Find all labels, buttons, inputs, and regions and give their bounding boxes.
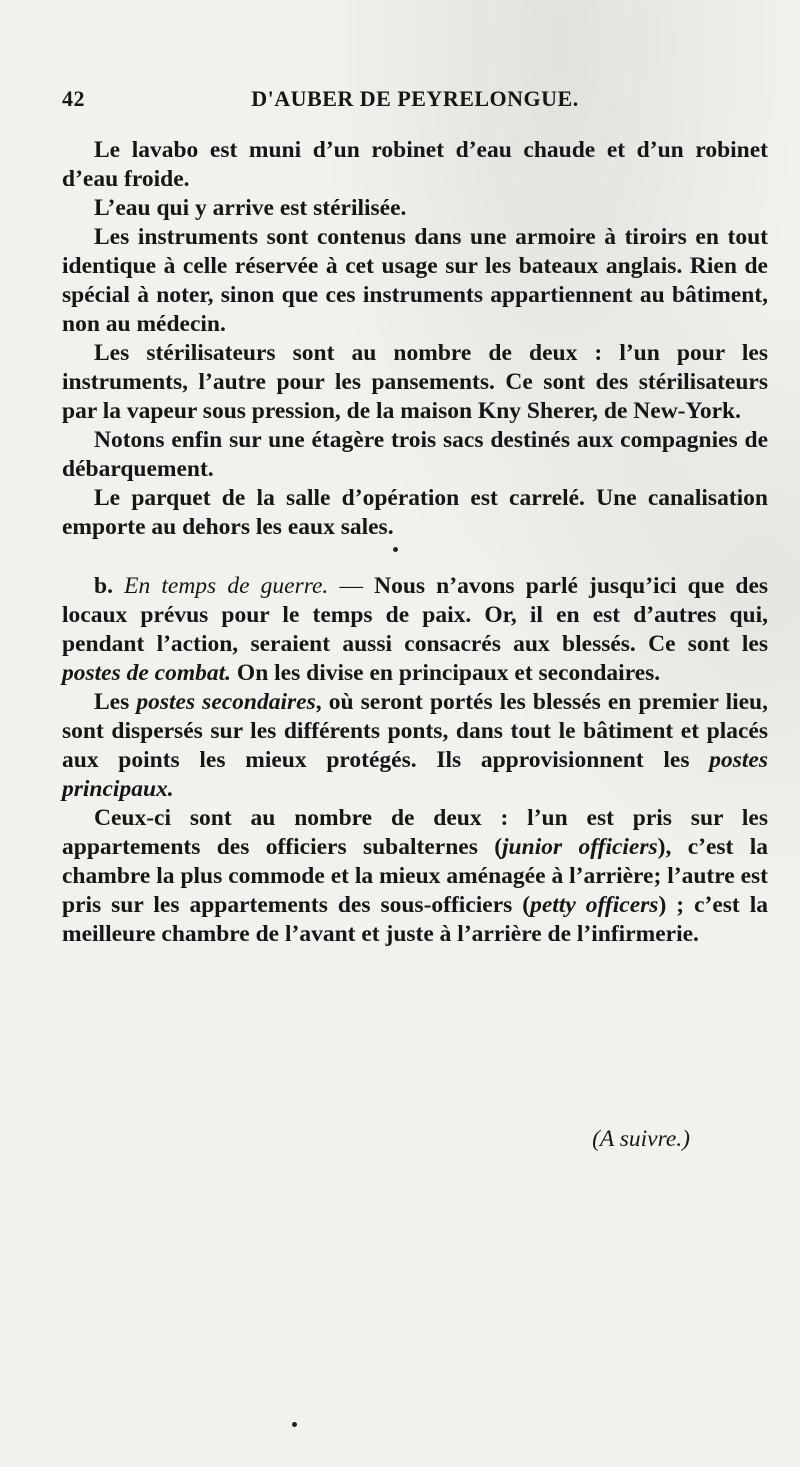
- body-text: [62, 136, 768, 949]
- page-number: 42: [62, 86, 85, 111]
- paragraph-sterilisateurs: Les stérilisateurs sont au nombre de deux : l’un pour les instruments, l’autre pour les pansements. Ce sont des stérilisateurs par la vapeur sous pression, de la maison Kny Sherer, de New-York.: [62, 340, 768, 424]
- ink-speck: [292, 1422, 297, 1427]
- paragraph-sacs: Notons enfin sur une étagère trois sacs destinés aux compagnies de débarquement.: [62, 427, 768, 482]
- text-run: Les: [94, 689, 137, 715]
- paragraph-ceux-ci: [62, 804, 768, 949]
- paragraph-postes-secondaires: [62, 688, 768, 804]
- italic-run: postes principaux.: [62, 747, 768, 802]
- heading-dash: —: [328, 573, 375, 599]
- section-label: b.: [94, 573, 113, 599]
- paragraph-parquet: Le parquet de la salle d’opération est carrelé. Une canalisation emporte au dehors les eaux sales.: [62, 485, 768, 540]
- running-title: D'AUBER DE PEYRELONGUE.: [251, 86, 579, 111]
- text-run: Ceux-ci sont au nombre de deux : l’un est pris sur les appartements des officiers subalternes (: [62, 805, 768, 860]
- running-header: [62, 86, 768, 116]
- text-run: Nous n’avons parlé jusqu’ici que des locaux prévus pour le temps de paix. Or, il en est d’autres qui, pendant l’action, seraient aussi consacrés aux blessés. Ce sont les: [62, 573, 769, 657]
- ink-speck: [393, 547, 398, 552]
- italic-run: postes de combat.: [62, 660, 232, 686]
- italic-run: petty officers: [530, 892, 659, 918]
- text-run: , où seront portés les blessés en premier lieu, sont dispersés sur les différents ponts, dans tout le bâtiment et placés aux points les mieux protégés. Ils approvisionnent les: [62, 689, 769, 773]
- italic-run: postes secondaires: [136, 689, 316, 715]
- paragraph-lavabo: Le lavabo est muni d’un robinet d’eau chaude et d’un robinet d’eau froide.: [62, 137, 768, 192]
- section-heading: En temps de guerre.: [124, 573, 329, 599]
- italic-run: junior officiers: [502, 834, 658, 860]
- text-run: On les divise en principaux et secondaires.: [231, 660, 661, 686]
- text-run: ), c’est la chambre la plus commode et la mieux aménagée à l’arrière; l’autre est pris sur les appartements des sous-officiers (: [62, 834, 769, 918]
- paragraph-temps-de-guerre: [62, 572, 768, 688]
- continuation-note: (A suivre.): [592, 1126, 690, 1152]
- paragraph-instruments: Les instruments sont contenus dans une armoire à tiroirs en tout identique à celle réservée à cet usage sur les bateaux anglais. Rien de spécial à noter, sinon que ces instruments appartiennent au bâtiment, non au médecin.: [62, 224, 768, 337]
- text-run: ) ; c’est la meilleure chambre de l’avant et juste à l’arrière de l’infirmerie.: [62, 892, 768, 947]
- paragraph-eau: L’eau qui y arrive est stérilisée.: [94, 195, 407, 221]
